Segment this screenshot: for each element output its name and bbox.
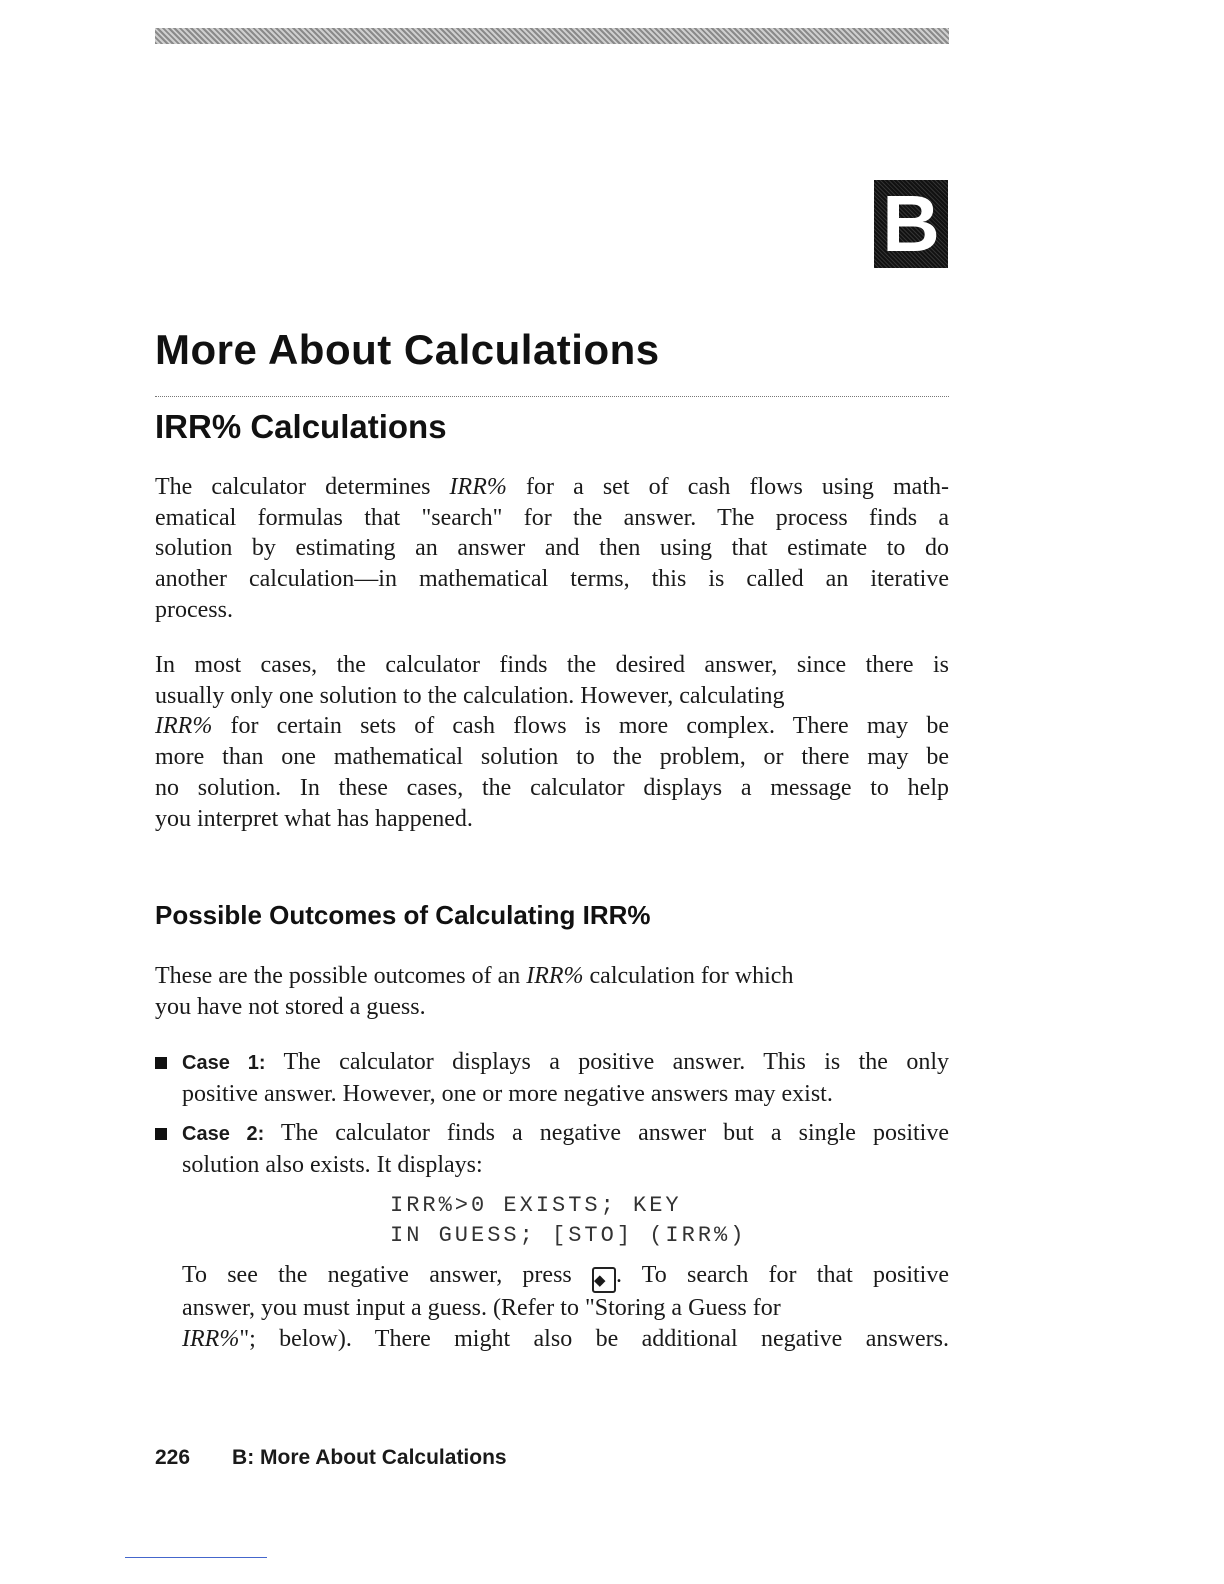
text-line: To see the negative answer, press ◆ . To search for that positive	[182, 1260, 949, 1293]
case-2-item	[155, 1118, 949, 1180]
intro-paragraph	[155, 472, 949, 626]
footer-title: B: More About Calculations	[232, 1446, 507, 1469]
outcomes-intro-paragraph	[155, 961, 949, 1022]
title-divider	[155, 396, 949, 397]
chapter-title: More About Calculations	[155, 326, 660, 373]
section-heading: IRR% Calculations	[155, 408, 447, 445]
text-line: positive answer. However, one or more negative answers may exist.	[182, 1080, 833, 1107]
text-line: you have not stored a guess.	[155, 993, 426, 1020]
text-line: process.	[155, 596, 233, 623]
calculator-display	[390, 1191, 746, 1251]
text-line: In most cases, the calculator finds the desired answer, since there is	[155, 652, 949, 678]
bullet-icon	[155, 1128, 167, 1140]
text-line: ematical formulas that "search" for the answer. The process finds a	[155, 504, 949, 531]
text-line: Case 1: The calculator displays a positive answer. This is the only	[182, 1049, 949, 1075]
subsection-heading: Possible Outcomes of Calculating IRR%	[155, 900, 651, 930]
text-line: you interpret what has happened.	[155, 805, 473, 832]
text-line: more than one mathematical solution to the problem, or there may be	[155, 744, 949, 771]
case-1-item	[155, 1047, 949, 1109]
page-footer	[155, 1446, 507, 1470]
text-line: answer, you must input a guess. (Refer to "Storing a Guess for	[182, 1295, 781, 1321]
case-label: Case 2:	[182, 1123, 265, 1145]
top-decorative-bar	[155, 28, 949, 44]
text-line: usually only one solution to the calculation. However, calculating	[155, 682, 785, 709]
text-line: Case 2: The calculator finds a negative answer but a single positive	[182, 1120, 950, 1146]
text-line: IRR% for certain sets of cash flows is more complex. There may be	[155, 713, 949, 740]
text-line: solution by estimating an answer and then using that estimate to do	[155, 535, 949, 562]
text-line: These are the possible outcomes of an IRR% calculation for which	[155, 963, 794, 989]
case-2-followup	[182, 1260, 949, 1354]
text-line: solution also exists. It displays:	[182, 1151, 483, 1178]
chapter-letter-badge: B	[874, 180, 948, 268]
case-label: Case 1:	[182, 1052, 266, 1074]
bullet-icon	[155, 1057, 167, 1069]
text-line: The calculator determines IRR% for a set of cash flows using math-	[155, 474, 949, 500]
bottom-edge-line	[125, 1557, 267, 1558]
text-line: IRR%"; below). There might also be additional negative answers.	[182, 1325, 949, 1352]
text-line: no solution. In these cases, the calculator displays a message to help	[155, 774, 949, 801]
explanation-paragraph	[155, 650, 949, 834]
text-line: another calculation—in mathematical terms, this is called an iterative	[155, 566, 949, 593]
display-line: IRR%>0 EXISTS; KEY	[390, 1193, 682, 1218]
arrow-key-icon: ◆	[592, 1267, 616, 1293]
display-line: IN GUESS; [STO] (IRR%)	[390, 1223, 747, 1248]
page-number: 226	[155, 1446, 191, 1469]
